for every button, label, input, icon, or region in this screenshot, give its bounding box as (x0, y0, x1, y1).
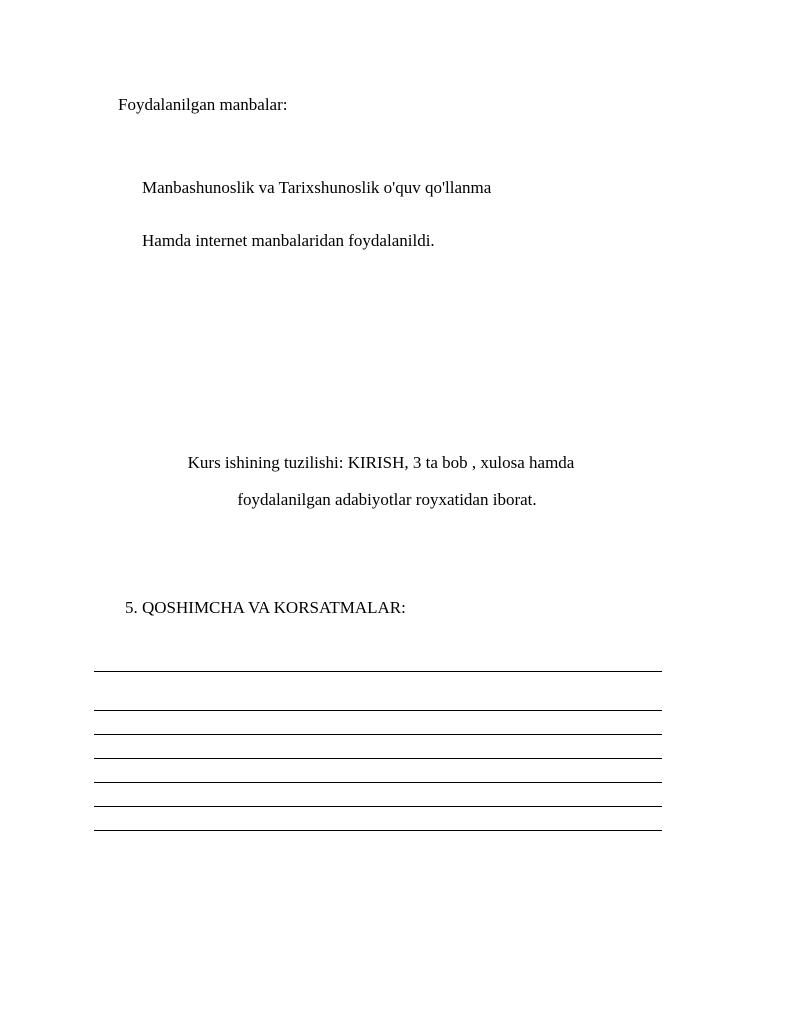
source-item-internet: Hamda internet manbalaridan foydalanildi. (142, 231, 435, 250)
structure-line-1: Kurs ishining tuzilishi: KIRISH, 3 ta bob , xulosa hamda (187, 453, 575, 472)
blank-writing-line (94, 758, 662, 759)
blank-writing-line (94, 806, 662, 807)
source-item-textbook: Manbashunoslik va Tarixshunoslik o'quv qo'llanma (142, 178, 492, 197)
sources-heading: Foydalanilgan manbalar: (118, 95, 288, 114)
blank-writing-line (94, 710, 662, 711)
appendix-heading: 5. QOSHIMCHA VA KORSATMALAR: (125, 598, 406, 617)
structure-line-2: foydalanilgan adabiyotlar royxatidan iborat. (237, 490, 537, 509)
blank-writing-line (94, 671, 662, 672)
blank-writing-line (94, 734, 662, 735)
blank-writing-line (94, 830, 662, 831)
blank-writing-line (94, 782, 662, 783)
